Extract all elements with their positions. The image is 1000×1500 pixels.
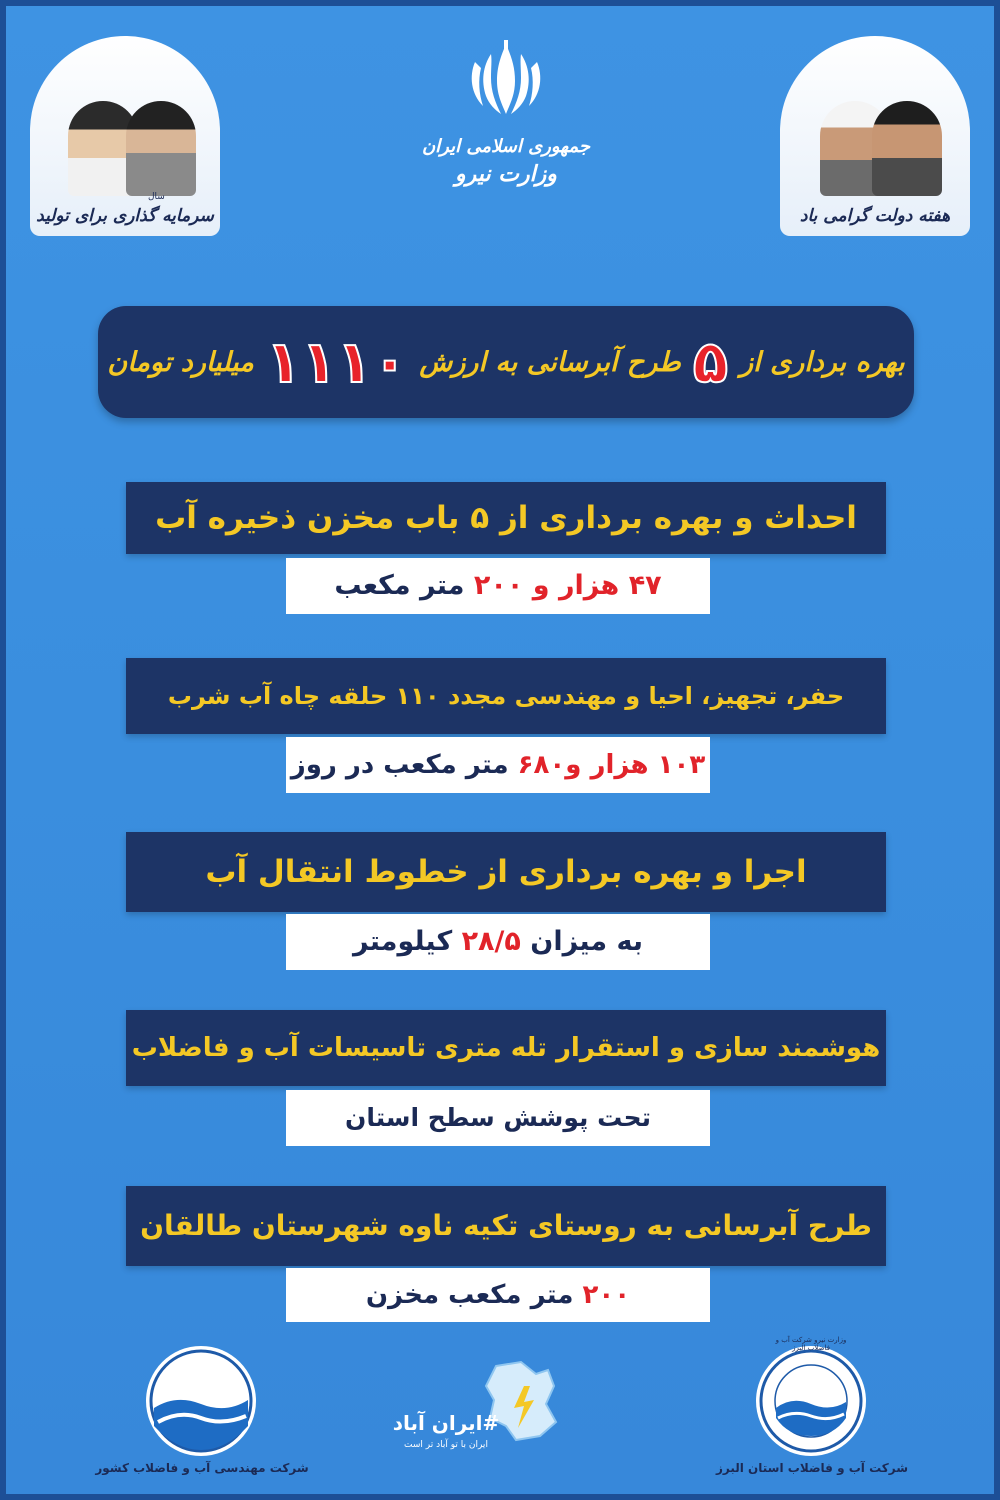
- project-3-prefix: به میزان: [530, 926, 644, 957]
- project-5-detail: [286, 1268, 710, 1322]
- project-5-title: طرح آبرسانی به روستای تکیه ناوه شهرستان طالقان: [126, 1186, 886, 1266]
- project-3-unit: کیلومتر: [352, 926, 453, 957]
- slogan-year: سال: [148, 192, 165, 202]
- water-wave-icon: [146, 1346, 256, 1456]
- leaders-arch: [30, 36, 220, 236]
- project-3-title: اجرا و بهره برداری از خطوط انتقال آب: [126, 832, 886, 912]
- portrait-right: [872, 101, 942, 196]
- project-4-detail: تحت پوشش سطح استان: [286, 1090, 710, 1146]
- government-week-arch: [780, 36, 970, 236]
- water-wave-icon: [756, 1346, 866, 1456]
- project-1-title: احداث و بهره برداری از ۵ باب مخزن ذخیره آب: [126, 482, 886, 554]
- project-1-amount: ۴۷ هزار و ۲۰۰: [473, 570, 662, 601]
- government-week-caption: هفته دولت گرامی باد: [799, 206, 951, 226]
- headline-part1: بهره برداری از: [740, 346, 905, 378]
- ministry-title: [406, 136, 606, 187]
- project-2-unit: متر مکعب در روز: [290, 750, 509, 780]
- project-2-detail: [286, 737, 710, 793]
- slogan-caption: سرمایه گذاری برای تولید: [36, 206, 214, 226]
- headline-number-projects: ۵: [692, 328, 729, 396]
- project-4-title: هوشمند سازی و استقرار تله متری تاسیسات آب و فاضلاب: [126, 1010, 886, 1086]
- headline-part2: طرح آبرسانی به ارزش: [419, 346, 681, 378]
- left-logo-label: شرکت مهندسی آب و فاضلاب کشور: [95, 1461, 309, 1475]
- ministry-name: وزارت نیرو: [455, 161, 557, 187]
- right-logo-label: شرکت آب و فاضلاب استان البرز: [715, 1461, 909, 1475]
- portrait-right: [126, 101, 196, 196]
- project-5-unit: متر مکعب مخزن: [365, 1280, 574, 1310]
- republic-name: جمهوری اسلامی ایران: [421, 136, 591, 157]
- water-company-logo-right: [756, 1346, 866, 1456]
- headline-part3: میلیارد تومان: [107, 346, 254, 378]
- project-2-amount: ۱۰۳ هزار و۶۸۰: [517, 750, 706, 780]
- project-1-unit: متر مکعب: [334, 570, 465, 601]
- project-2-title: حفر، تجهیز، احیا و مهندسی مجدد ۱۱۰ حلقه چاه آب شرب: [126, 658, 886, 734]
- project-5-amount: ۲۰۰: [582, 1280, 631, 1310]
- headline-number-value: ۱۱۱۰: [265, 328, 408, 396]
- headline-banner: [98, 306, 914, 418]
- project-3-detail: [286, 914, 710, 970]
- water-company-logo-left: [146, 1346, 256, 1456]
- project-3-amount: ۲۸/۵: [461, 926, 521, 957]
- iran-emblem-icon: [461, 36, 551, 126]
- hashtag-label: #ایران آباد: [392, 1411, 500, 1435]
- hashtag-subtitle: ایران با تو آباد تر است: [404, 1440, 488, 1450]
- right-logo-ring-text: وزارت نیرو شرکت آب و فاضلاب البرز: [775, 1336, 847, 1352]
- project-1-detail: [286, 558, 710, 614]
